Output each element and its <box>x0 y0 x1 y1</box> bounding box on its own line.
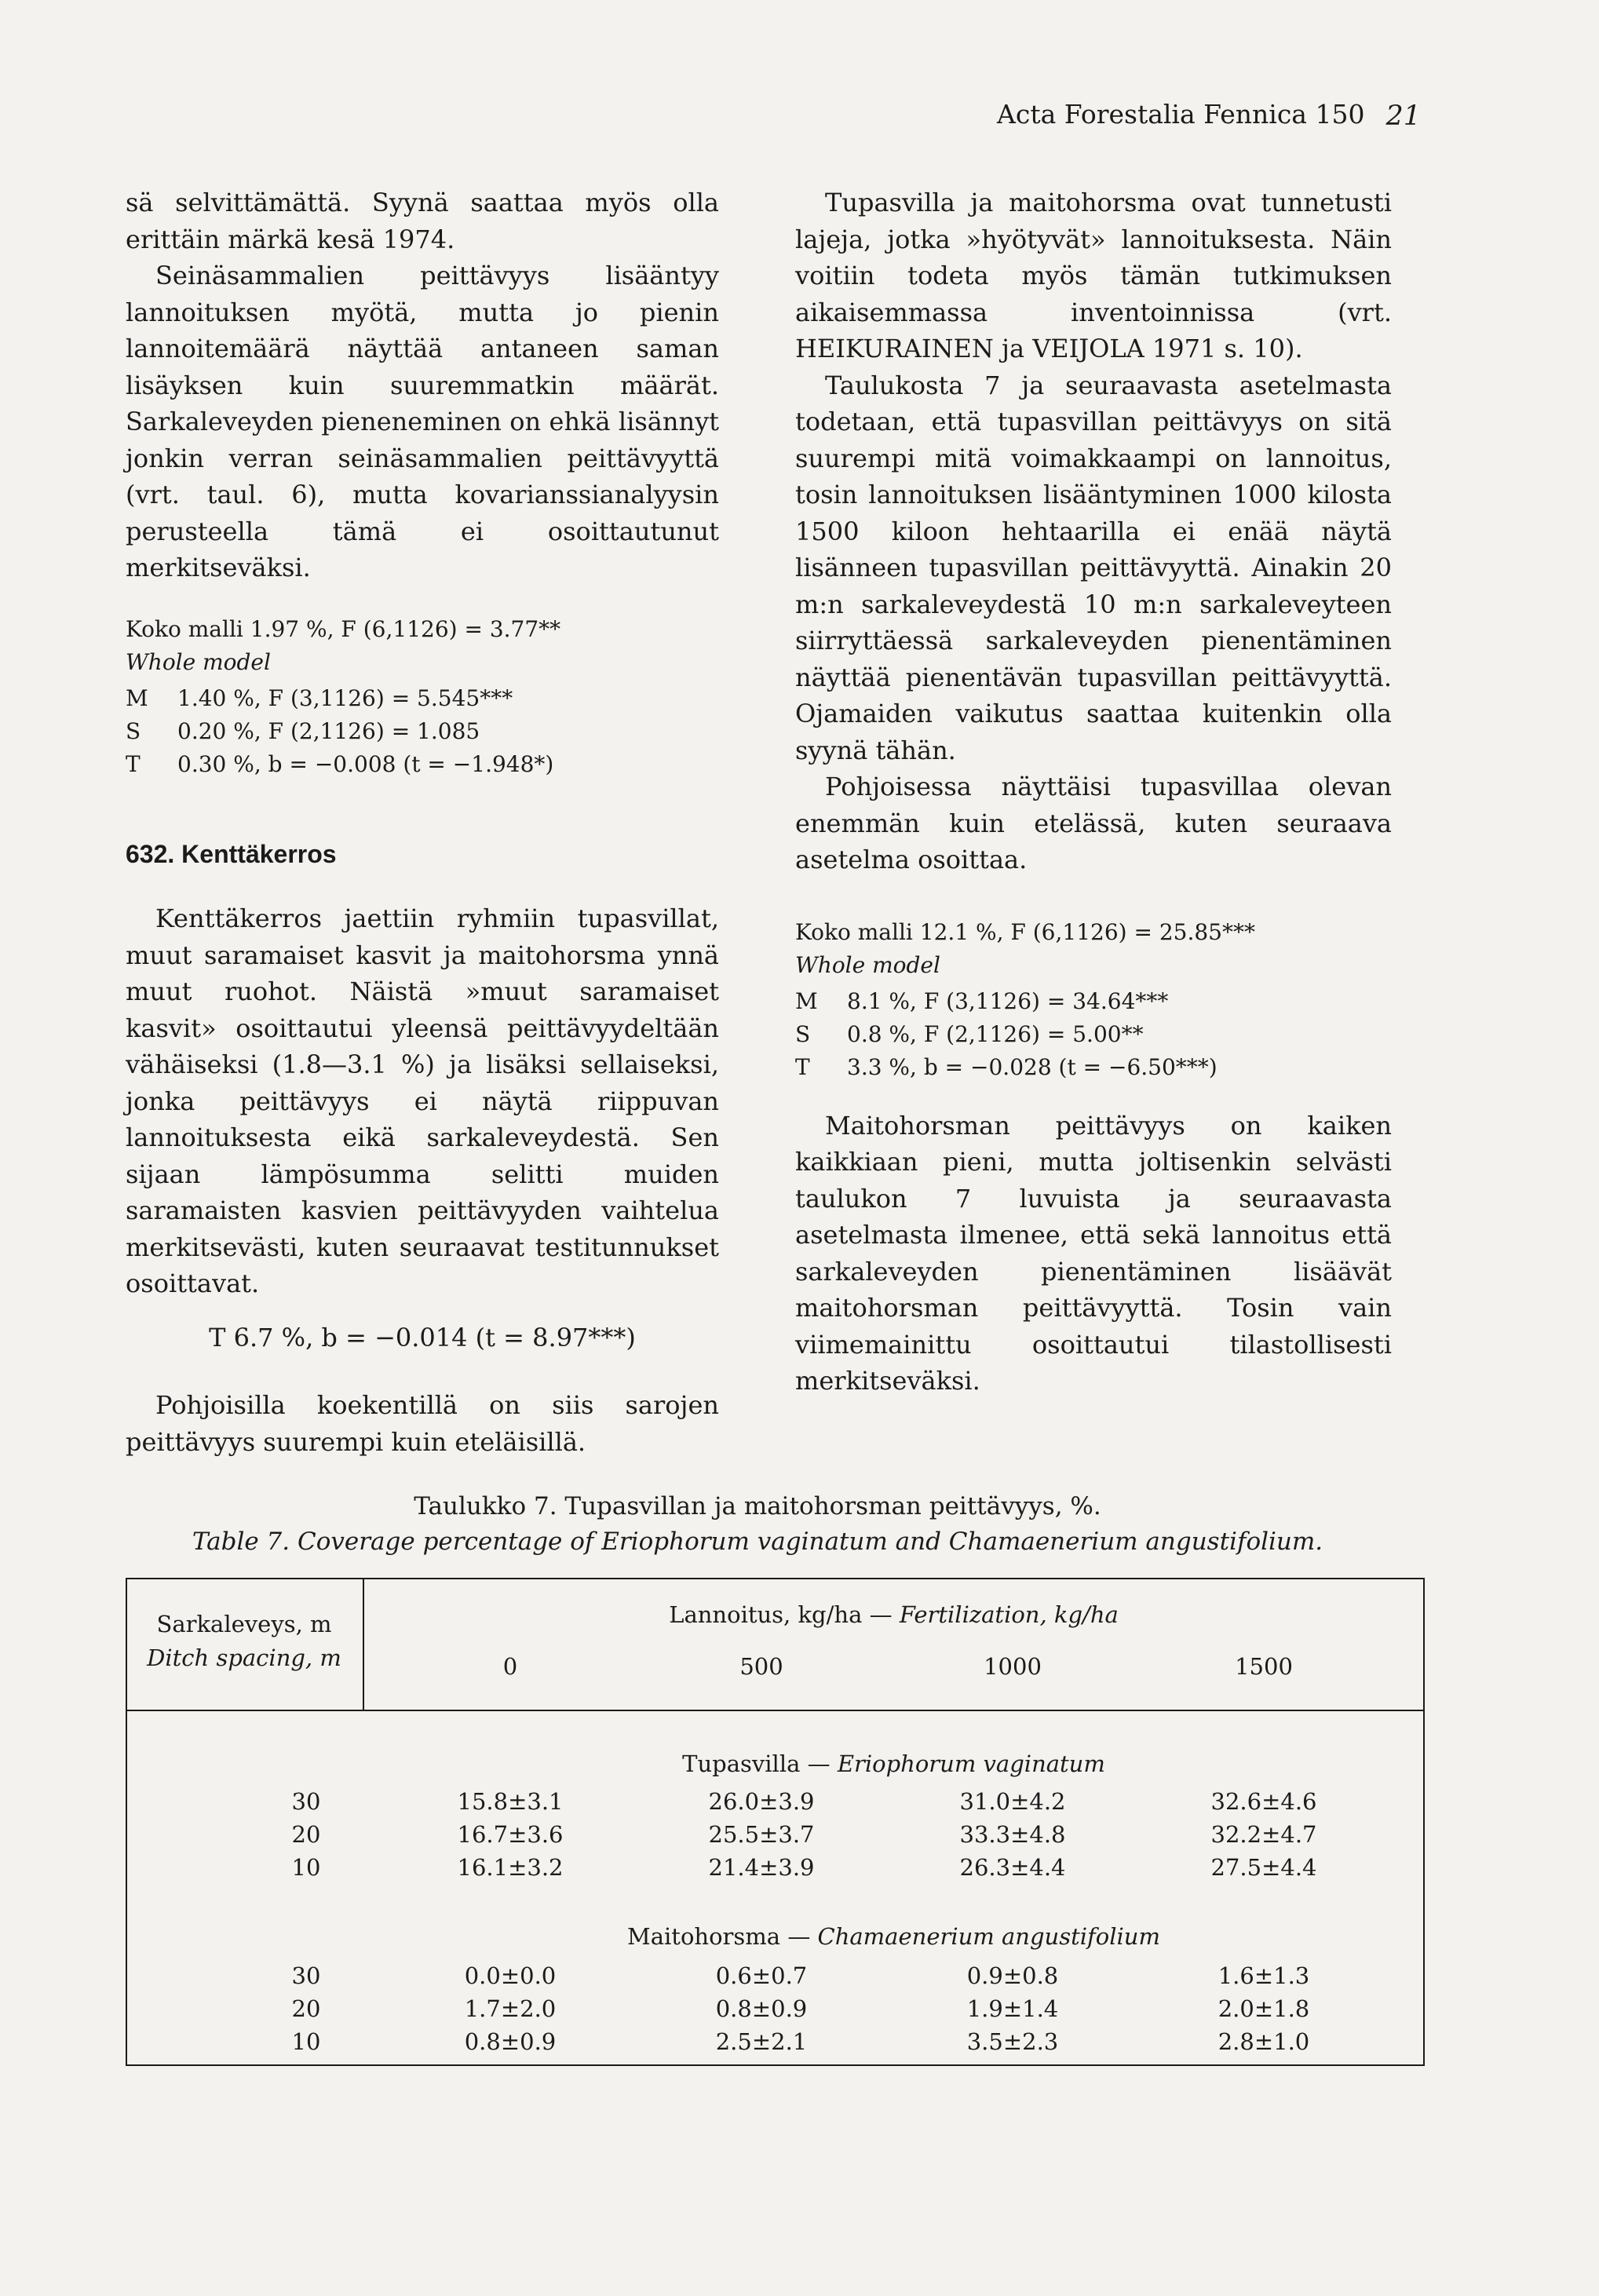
stats-label: S <box>126 717 141 744</box>
equation: T 6.7 %, b = −0.014 (t = 8.97***) <box>209 1322 636 1352</box>
value-cell: 3.5±2.3 <box>966 2028 1059 2055</box>
value-cell: 16.1±3.2 <box>457 1854 564 1881</box>
stats-value: 3.3 %, b = −0.028 (t = −6.50***) <box>847 1053 1218 1080</box>
spacing-cell: 10 <box>291 2028 321 2055</box>
value-cell: 31.0±4.2 <box>959 1788 1066 1815</box>
value-cell: 16.7±3.6 <box>457 1821 564 1848</box>
page-number: 21 <box>1385 100 1421 132</box>
stats-whole-en: Whole model <box>795 951 940 978</box>
table-rule-top <box>126 1578 1425 1579</box>
table-caption <box>126 1489 1389 1560</box>
value-cell: 1.9±1.4 <box>966 1995 1059 2022</box>
row-header-en: Ditch spacing, m <box>147 1644 341 1671</box>
value-cell: 33.3±4.8 <box>959 1821 1066 1848</box>
stats-label: T <box>126 750 141 777</box>
value-cell: 1.6±1.3 <box>1218 1962 1310 1989</box>
stats-row <box>126 682 719 715</box>
stats-block <box>126 613 719 781</box>
level-header: 500 <box>739 1653 783 1680</box>
paragraph: Taulukosta 7 ja seuraavasta asetelmasta todetaan, että tupasvillan peittävyys on sitä suurempi mitä voimakkaampi on lannoitus, tosin lannoituksen lisääntyminen 1000 kilosta 1500 kiloon hehtaarilla ei enää näytä lisänneen tupasvillan peittävyyttä. Ainakin 20 m:n sarkaleveydestä 10 m:n sarkaleveyteen siirryttäessä sarkaleveyden pienentäminen näyttää pienentävän tupasvillan peittävyyttä. Ojamaiden vaikutus saattaa kuitenkin olla syynä tähän. <box>795 370 1392 765</box>
table-caption-fi: Taulukko 7. Tupasvillan ja maitohorsman peittävyys, %. <box>414 1492 1101 1520</box>
stats-label: M <box>795 987 818 1014</box>
stats-row <box>795 985 1392 1018</box>
value-cell: 0.9±0.8 <box>966 1962 1059 1989</box>
paragraph: Seinäsammalien peittävyys lisääntyy lannoituksen myötä, mutta jo pienin lannoitemäärä näyttää antaneen saman lisäyksen kuin suuremmatkin määrät. Sarkaleveyden pieneneminen on ehkä lisännyt jonkin verran seinäsammalien peittävyyttä (vrt. taul. 6), mutta kovarianssianalyysin perusteella tämä ei osoittautunut merkitseväksi. <box>126 261 719 582</box>
spacing-cell: 30 <box>291 1962 321 1989</box>
level-header: 1500 <box>1235 1653 1293 1680</box>
value-cell: 0.6±0.7 <box>715 1962 808 1989</box>
paragraph: Tupasvilla ja maitohorsma ovat tunnetusti lajeja, jotka »hyötyvät» lannoituksesta. Näin voitiin todeta myös tämän tutkimuksen aikaisemmassa inventoinnissa (vrt. HEIKURAINEN ja VEIJOLA 1971 s. 10). <box>795 188 1392 363</box>
left-column <box>126 184 719 1460</box>
journal-title: Acta Forestalia Fennica 150 <box>997 99 1365 130</box>
level-header: 0 <box>502 1653 518 1680</box>
row-header-fi: Sarkaleveys, m <box>156 1611 332 1637</box>
stats-row <box>795 1018 1392 1051</box>
paragraph: Pohjoisilla koekentillä on siis sarojen peittävyys suurempi kuin eteläisillä. <box>126 1390 719 1457</box>
value-cell: 21.4±3.9 <box>708 1854 815 1881</box>
stats-whole: Koko malli 12.1 %, F (6,1126) = 25.85*** <box>795 918 1255 945</box>
paragraph: Maitohorsman peittävyys on kaiken kaikkiaan pieni, mutta joltisenkin selvästi taulukon 7 luvuista ja seuraavasta asetelmasta ilmenee, että sekä lannoitus että sarkaleveyden pienentäminen lisäävät maitohorsman peittävyyttä. Tosin vain viimemainittu osoittautui tilastollisesti merkitseväksi. <box>795 1110 1392 1396</box>
value-cell: 26.0±3.9 <box>708 1788 815 1815</box>
stats-label: S <box>795 1020 811 1047</box>
section-heading: 632. Kenttäkerros <box>126 839 337 868</box>
group-name-en: Eriophorum vaginatum <box>837 1750 1105 1777</box>
level-header: 1000 <box>984 1653 1042 1680</box>
column-group-header <box>363 1601 1425 1628</box>
stats-whole: Koko malli 1.97 %, F (6,1126) = 3.77** <box>126 615 561 642</box>
value-cell: 2.0±1.8 <box>1218 1995 1310 2022</box>
group-header <box>363 1923 1425 1950</box>
value-cell: 2.5±2.1 <box>715 2028 808 2055</box>
data-table <box>126 1578 1425 2066</box>
stats-value: 0.20 %, F (2,1126) = 1.085 <box>177 717 480 744</box>
stats-row <box>795 1051 1392 1084</box>
stats-value: 0.8 %, F (2,1126) = 5.00** <box>847 1020 1144 1047</box>
spacing-cell: 20 <box>291 1995 321 2022</box>
spacing-cell: 10 <box>291 1854 321 1881</box>
group-name-en: Chamaenerium angustifolium <box>817 1923 1160 1950</box>
group-header <box>363 1750 1425 1777</box>
paragraph: sä selvittämättä. Syynä saattaa myös olla erittäin märkä kesä 1974. <box>126 188 719 254</box>
stats-value: 1.40 %, F (3,1126) = 5.545*** <box>177 684 513 711</box>
value-cell: 2.8±1.0 <box>1218 2028 1310 2055</box>
right-column <box>795 184 1392 1400</box>
value-cell: 15.8±3.1 <box>457 1788 564 1815</box>
table-header-divider <box>363 1578 364 1710</box>
stats-label: M <box>126 684 148 711</box>
value-cell: 0.8±0.9 <box>464 2028 557 2055</box>
value-cell: 32.6±4.6 <box>1210 1788 1317 1815</box>
column-group-fi: Lannoitus, kg/ha <box>669 1601 863 1628</box>
paragraph: Kenttäkerros jaettiin ryhmiin tupasvillat, muut saramaiset kasvit ja maitohorsma ynnä muut ruohot. Näistä »muut saramaiset kasvit» osoittautui yleensä peittävyydeltään vähäiseksi (1.8—3.1 %) ja lisäksi sellaiseksi, jonka peittävyys ei näytä riippuvan lannoituksesta eikä sarkaleveydestä. Sen sijaan lämpösumma selitti muiden saramaisten kasvien peittävyyden vaihtelua merkitsevästi, kuten seuraavat testitunnukset osoittavat. <box>126 903 719 1298</box>
group-name-fi: Tupasvilla <box>682 1750 801 1777</box>
spacing-cell: 20 <box>291 1821 321 1848</box>
stats-row <box>126 748 719 781</box>
stats-value: 8.1 %, F (3,1126) = 34.64*** <box>847 987 1169 1014</box>
value-cell: 26.3±4.4 <box>959 1854 1066 1881</box>
table-rule-header <box>126 1710 1425 1711</box>
stats-block <box>795 916 1392 1084</box>
stats-row <box>126 715 719 748</box>
spacing-cell: 30 <box>291 1788 321 1815</box>
value-cell: 25.5±3.7 <box>708 1821 815 1848</box>
dash: — <box>807 1750 831 1777</box>
paragraph: Pohjoisessa näyttäisi tupasvillaa olevan enemmän kuin etelässä, kuten seuraava asetelma osoittaa. <box>795 772 1392 874</box>
dash: — <box>787 1923 811 1950</box>
group-name-fi: Maitohorsma <box>627 1923 781 1950</box>
value-cell: 32.2±4.7 <box>1210 1821 1317 1848</box>
value-cell: 0.0±0.0 <box>464 1962 557 1989</box>
stats-value: 0.30 %, b = −0.008 (t = −1.948*) <box>177 750 554 777</box>
table-caption-en: Table 7. Coverage percentage of Eriophorum vaginatum and Chamaenerium angustifolium. <box>192 1528 1323 1556</box>
stats-label: T <box>795 1053 810 1080</box>
value-cell: 27.5±4.4 <box>1210 1854 1317 1881</box>
column-group-en: Fertilization, kg/ha <box>899 1601 1119 1628</box>
value-cell: 1.7±2.0 <box>464 1995 557 2022</box>
table-rule-bottom <box>126 2064 1425 2066</box>
value-cell: 0.8±0.9 <box>715 1995 808 2022</box>
table-border-right <box>1423 1578 1425 2066</box>
stats-whole-en: Whole model <box>126 648 271 675</box>
dash: — <box>869 1601 893 1628</box>
